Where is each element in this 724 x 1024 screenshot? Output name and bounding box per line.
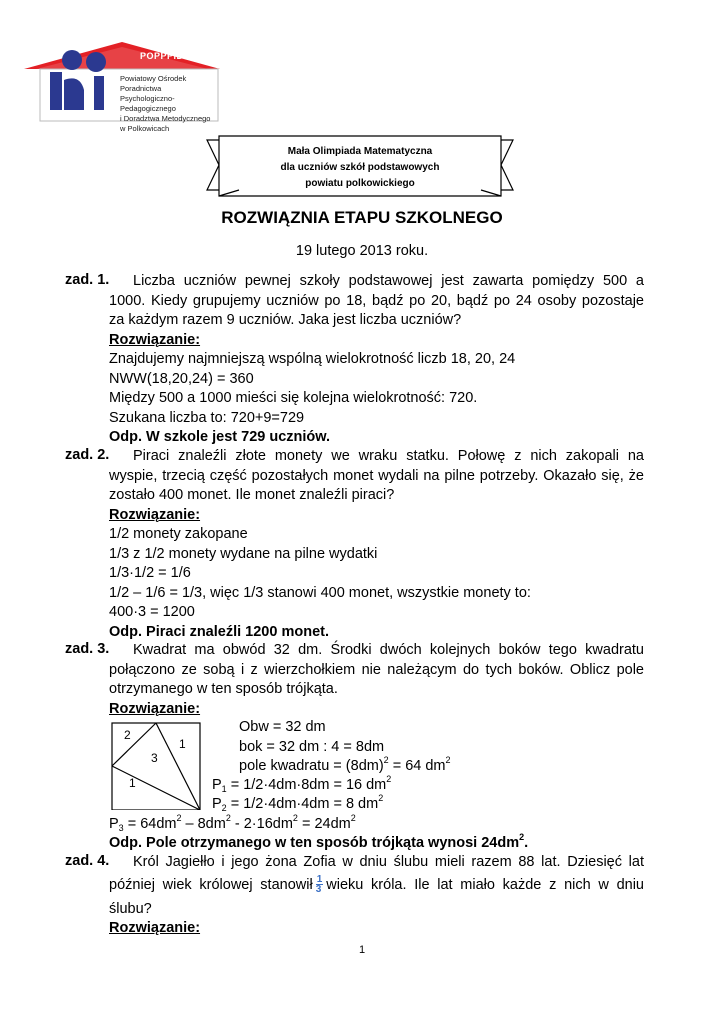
p3-text-2: – 8dm — [181, 816, 226, 832]
task-4-solution-label: Rozwiązanie: — [109, 920, 201, 936]
task-3-p1 — [212, 776, 391, 796]
p1-symbol: P — [212, 777, 222, 793]
task-2-solution-line-5: 400·3 = 1200 — [109, 604, 195, 620]
task-1-answer: Odp. W szkole jest 729 uczniów. — [109, 429, 331, 445]
figure-label-1-top: 1 — [179, 737, 186, 751]
logo-line-1: Powiatowy Ośrodek Poradnictwa — [120, 74, 187, 93]
page-title: ROZWIĄZNIA ETAPU SZKOLNEGO — [221, 208, 503, 227]
p3-exp-1: 2 — [176, 813, 182, 823]
date: 19 lutego 2013 roku. — [295, 243, 429, 259]
task-3-pole-unit-exp: 2 — [445, 755, 451, 765]
task-2-solution-label: Rozwiązanie: — [109, 506, 201, 523]
task-3-question-line-3: otrzymanego w ten sposób trójkąta. — [109, 681, 338, 697]
task-4-label: zad. 4. — [65, 853, 110, 869]
task-3-pole-exp: 2 — [383, 755, 389, 765]
task-4-q2-start: później wiek królowej stanowił — [109, 876, 313, 893]
task-1-solution-line-4: Szukana liczba to: 720+9=729 — [109, 409, 305, 426]
banner-line-2: dla uczniów szkół podstawowych — [280, 162, 440, 173]
logo-line-3: i Doradztwa Metodycznego — [120, 114, 211, 123]
task-2-question-line-1: Piraci znaleźli złote monety we wraku statku. Połowę z nich zakopali na — [133, 448, 644, 464]
task-4-question-line-3: ślubu? — [109, 900, 152, 917]
p2-sub: 2 — [221, 803, 227, 813]
p1-sub: 1 — [221, 784, 227, 794]
task-1-solution-line-1: Znajdujemy najmniejszą wspólną wielokrotność liczb 18, 20, 24 — [109, 351, 516, 367]
task-3-pole-text: pole kwadratu = (8dm) — [239, 758, 384, 774]
task-1-label: zad. 1. — [65, 272, 110, 288]
task-1-question-line-2: 1000. Kiedy grupujemy uczniów po 18, bądź po 20, bądź po 24 osoby pozostaje — [109, 292, 644, 309]
task-2-solution-line-2: 1/3 z 1/2 monety wydane na pilne wydatki — [109, 545, 378, 562]
p3-exp-4: 2 — [350, 813, 356, 823]
task-3-obw: Obw = 32 dm — [239, 719, 326, 735]
fraction-numerator: 1 — [316, 874, 323, 886]
task-2 — [109, 447, 644, 642]
task-2-answer: Odp. Piraci znaleźli 1200 monet. — [109, 623, 329, 640]
task-1-solution-line-2: NWW(18,20,24) = 360 — [109, 370, 254, 387]
task-3-question-line-2: połączono ze sobą i z wierzchołkiem nie należącym do tych boków. Oblicz pole — [109, 661, 644, 678]
p3-sub: 3 — [118, 823, 124, 833]
p3-symbol: P — [109, 816, 119, 832]
figure-label-1-bottom: 1 — [129, 776, 136, 790]
logo-line-4: w Polkowicach — [120, 124, 170, 133]
task-2-solution-line-3: 1/3·1/2 = 1/6 — [109, 565, 191, 581]
task-2-question-line-3: zostało 400 monet. Ile monet znaleźli piraci? — [109, 487, 395, 503]
task-3-p3 — [109, 815, 356, 835]
p3-exp-3: 2 — [292, 813, 298, 823]
p3-text-4: = 24dm — [297, 816, 351, 832]
task-1-question-line-1: Liczba uczniów pewnej szkoły podstawowej jest zawarta pomiędzy 500 a — [133, 273, 644, 289]
square-figure — [109, 720, 209, 810]
task-3-answer-end: . — [524, 835, 529, 851]
banner-line-1: Mała Olimpiada Matematyczna — [287, 146, 433, 157]
p3-exp-2: 2 — [225, 813, 231, 823]
task-1 — [109, 272, 644, 448]
task-3-question-line-1: Kwadrat ma obwód 32 dm. Środki dwóch kolejnych boków tego kwadratu — [133, 642, 644, 658]
p2-text: = 1/2·4dm·4dm = 8 dm — [226, 796, 379, 812]
task-4-q2-end: wieku króla. Ile lat miało każde z nich w dniu — [326, 876, 644, 893]
figure-label-3: 3 — [151, 751, 158, 765]
banner — [205, 134, 515, 202]
task-2-solution-line-1: 1/2 monety zakopane — [109, 526, 248, 542]
task-3-answer-exp: 2 — [519, 832, 525, 842]
fraction-denominator: 3 — [315, 884, 322, 896]
figure-label-2: 2 — [124, 728, 131, 742]
task-1-question-line-3: za każdym razem 9 uczniów. Jaka jest liczba uczniów? — [109, 312, 462, 328]
task-3-answer — [109, 834, 528, 854]
task-3-pole-value: = 64 dm — [388, 758, 446, 774]
task-3-pole — [239, 757, 451, 777]
p1-text: = 1/2·4dm·8dm = 16 dm — [226, 777, 387, 793]
p3-text-3: - 2·16dm — [230, 816, 293, 832]
task-3-label: zad. 3. — [65, 641, 110, 657]
logo-line-2: Psychologiczno-Pedagogicznego — [120, 94, 176, 113]
p2-exp: 2 — [378, 793, 384, 803]
task-2-solution-line-4: 1/2 – 1/6 = 1/3, więc 1/3 stanowi 400 monet, wszystkie monety to: — [109, 584, 531, 601]
p2-symbol: P — [212, 796, 222, 812]
task-2-label: zad. 2. — [65, 447, 110, 463]
p1-exp: 2 — [386, 774, 392, 784]
task-1-solution-line-3: Między 500 a 1000 mieści się kolejna wielokrotność: 720. — [109, 390, 478, 406]
one-third-fraction — [316, 875, 324, 894]
task-3-p2 — [212, 795, 383, 815]
task-3-answer-text: Odp. Pole otrzymanego w ten sposób trójkąta wynosi 24dm — [109, 835, 520, 851]
task-1-solution-label: Rozwiązanie: — [109, 331, 201, 348]
task-3-solution-label: Rozwiązanie: — [109, 700, 201, 717]
logo — [24, 38, 224, 133]
task-2-question-line-2: wyspie, trzecią część pozostałych monet wydali na pilne potrzeby. Okazało się, że — [109, 467, 644, 484]
task-3 — [109, 641, 644, 719]
p3-text-1: = 64dm — [123, 816, 177, 832]
task-4-question-line-1: Król Jagiełło i jego żona Zofia w dniu ślubu mieli razem 88 lat. Dziesięć lat — [133, 854, 644, 870]
task-4 — [109, 853, 644, 939]
task-3-bok: bok = 32 dm : 4 = 8dm — [239, 739, 385, 755]
page-number: 1 — [358, 944, 366, 956]
task-4-question-line-2 — [109, 872, 644, 898]
logo-badge: POPPPiDM — [140, 51, 192, 61]
banner-line-3: powiatu polkowickiego — [305, 178, 415, 189]
